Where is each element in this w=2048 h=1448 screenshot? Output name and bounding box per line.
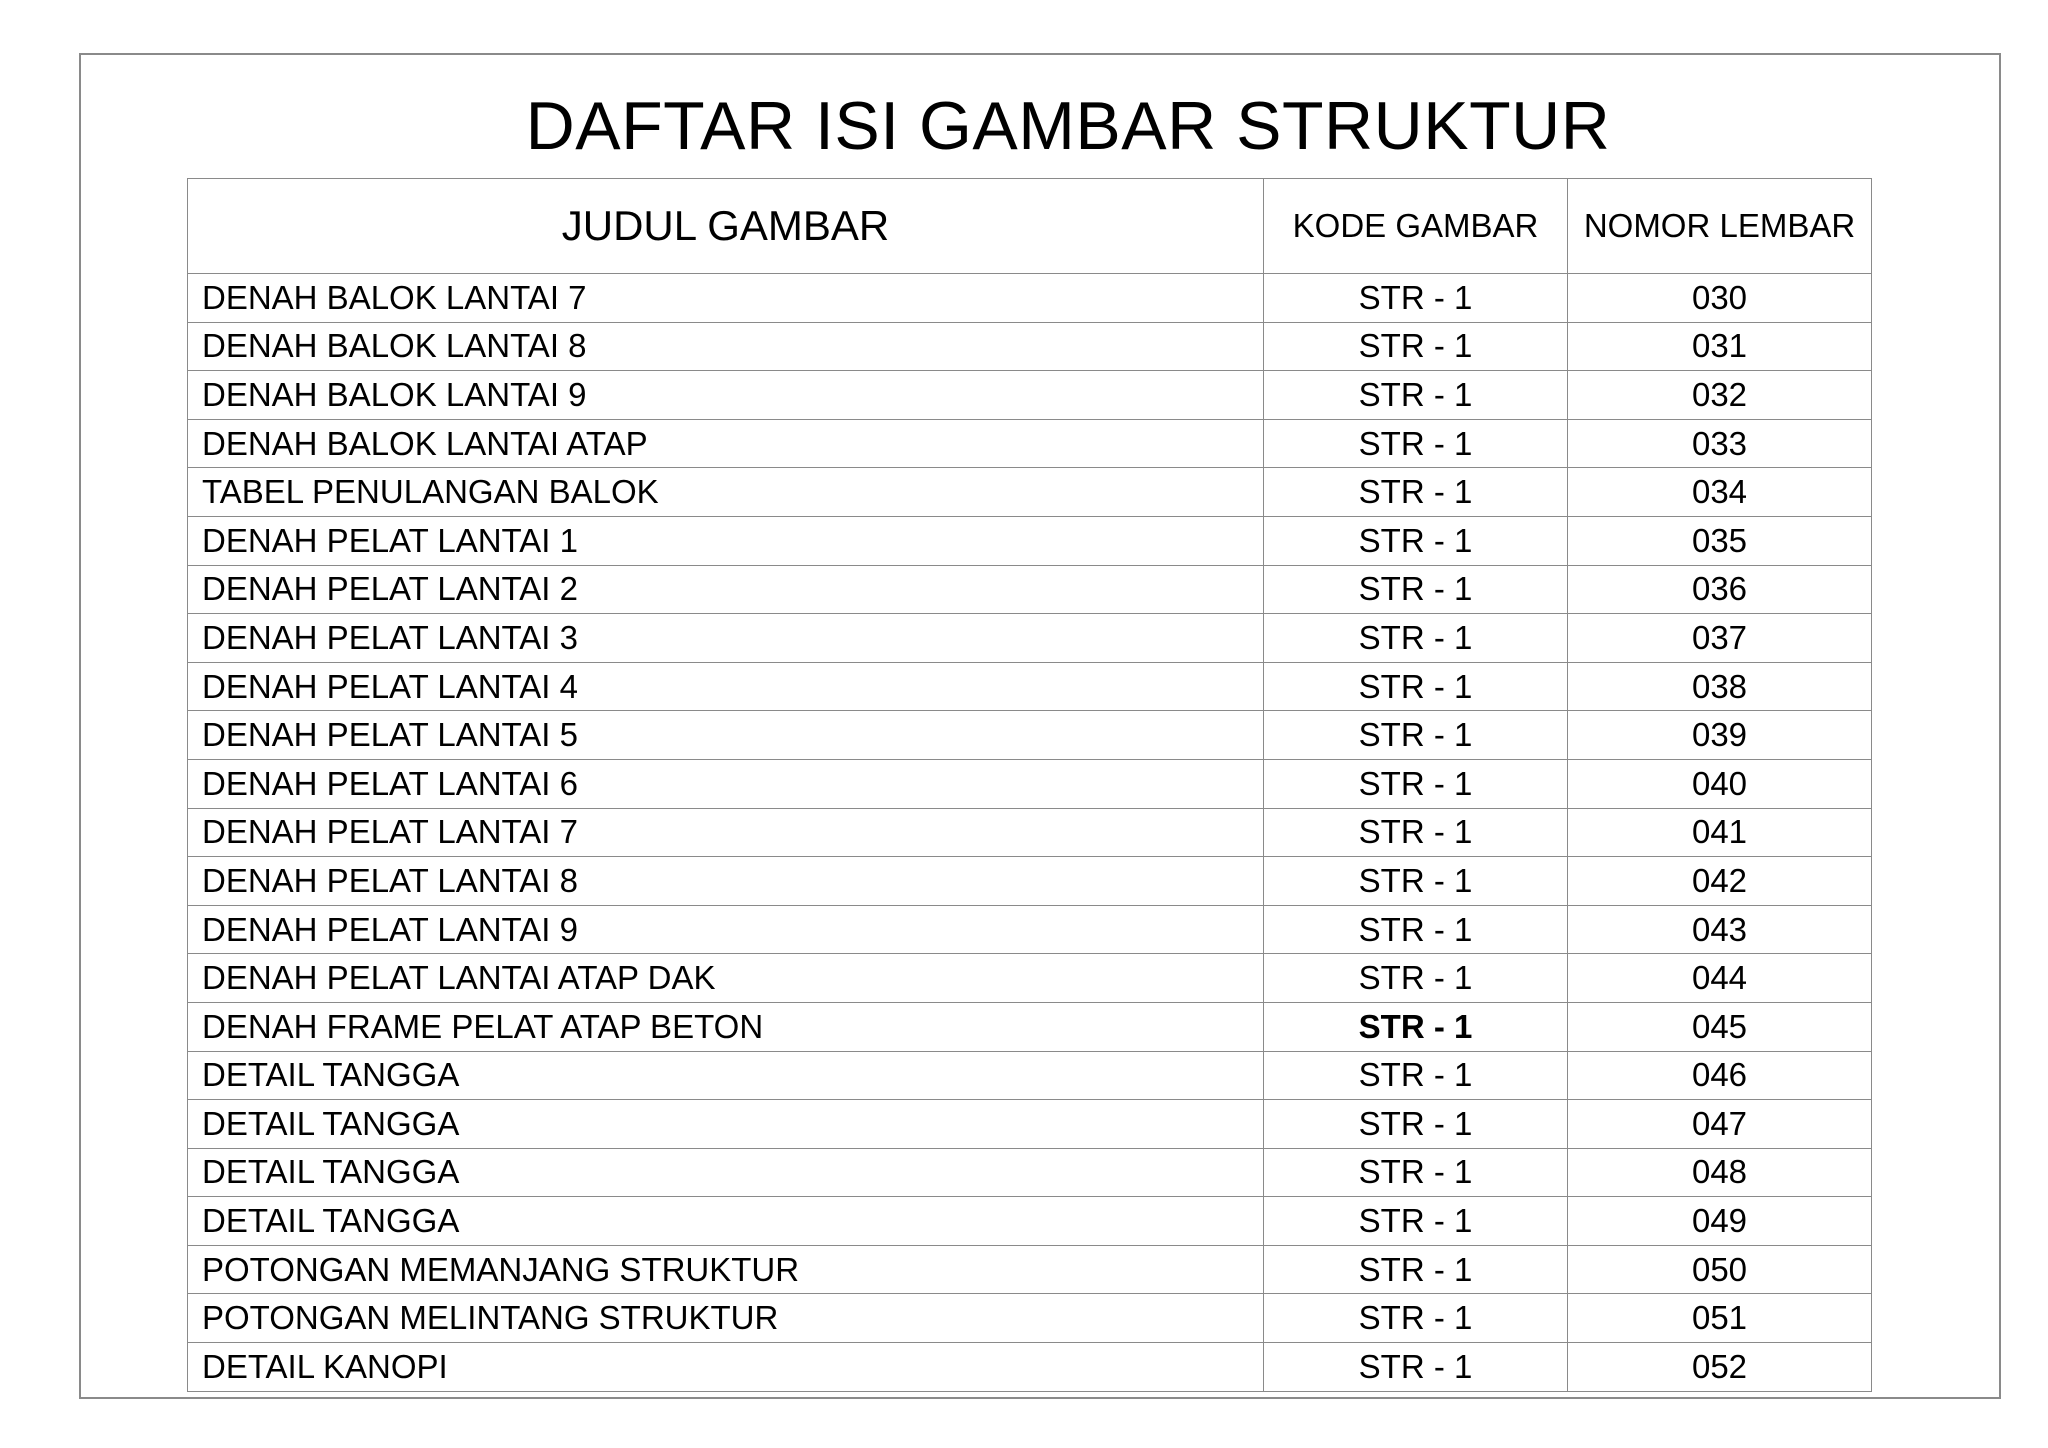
drawing-code-cell: STR - 1 [1264,614,1568,663]
drawing-code-cell: STR - 1 [1264,1343,1568,1392]
drawing-code-cell: STR - 1 [1264,1148,1568,1197]
table-row [188,857,1872,906]
table-header-row [188,179,1872,274]
sheet-number-cell: 043 [1568,905,1872,954]
drawing-code-cell: STR - 1 [1264,565,1568,614]
drawing-title-cell: DENAH PELAT LANTAI 9 [188,905,1264,954]
drawing-code-cell: STR - 1 [1264,662,1568,711]
table-row [188,1343,1872,1392]
drawing-code-cell: STR - 1 [1264,954,1568,1003]
drawing-code-cell: STR - 1 [1264,371,1568,420]
sheet-number-cell: 050 [1568,1245,1872,1294]
drawing-title-cell: DETAIL KANOPI [188,1343,1264,1392]
sheet-number-cell: 040 [1568,759,1872,808]
sheet-number-cell: 049 [1568,1197,1872,1246]
sheet-number-cell: 033 [1568,419,1872,468]
sheet-number-cell: 046 [1568,1051,1872,1100]
table-row [188,1294,1872,1343]
drawing-title-cell: DENAH FRAME PELAT ATAP BETON [188,1002,1264,1051]
drawing-title-cell: DENAH PELAT LANTAI 4 [188,662,1264,711]
drawing-title-cell: DETAIL TANGGA [188,1051,1264,1100]
drawing-code-cell: STR - 1 [1264,1002,1568,1051]
drawing-title-cell: DENAH PELAT LANTAI 8 [188,857,1264,906]
drawing-title-cell: DENAH BALOK LANTAI 8 [188,322,1264,371]
drawing-title-cell: DENAH PELAT LANTAI 1 [188,516,1264,565]
header-drawing-code: KODE GAMBAR [1264,179,1568,274]
sheet-number-cell: 051 [1568,1294,1872,1343]
sheet-number-cell: 037 [1568,614,1872,663]
table-row [188,1197,1872,1246]
table-row [188,905,1872,954]
table-row [188,954,1872,1003]
drawing-code-cell: STR - 1 [1264,322,1568,371]
table-row [188,468,1872,517]
table-row [188,419,1872,468]
drawing-code-cell: STR - 1 [1264,468,1568,517]
table-row [188,371,1872,420]
drawing-code-cell: STR - 1 [1264,759,1568,808]
table-row [188,516,1872,565]
table-row [188,1148,1872,1197]
table-row [188,711,1872,760]
drawing-title-cell: DENAH PELAT LANTAI 2 [188,565,1264,614]
drawing-title-cell: DETAIL TANGGA [188,1197,1264,1246]
drawing-title-cell: DENAH PELAT LANTAI 7 [188,808,1264,857]
sheet-number-cell: 052 [1568,1343,1872,1392]
sheet-number-cell: 042 [1568,857,1872,906]
drawing-title-cell: DENAH PELAT LANTAI 3 [188,614,1264,663]
drawing-title-cell: DENAH BALOK LANTAI 7 [188,274,1264,323]
drawing-code-cell: STR - 1 [1264,905,1568,954]
drawing-code-cell: STR - 1 [1264,808,1568,857]
drawing-code-cell: STR - 1 [1264,1197,1568,1246]
drawing-title-cell: DENAH PELAT LANTAI ATAP DAK [188,954,1264,1003]
drawing-code-cell: STR - 1 [1264,274,1568,323]
drawing-code-cell: STR - 1 [1264,1294,1568,1343]
drawing-title-cell: DENAH PELAT LANTAI 6 [188,759,1264,808]
table-row [188,274,1872,323]
header-drawing-title: JUDUL GAMBAR [188,179,1264,274]
sheet-number-cell: 031 [1568,322,1872,371]
drawing-title-cell: DETAIL TANGGA [188,1148,1264,1197]
table-row [188,1245,1872,1294]
sheet-number-cell: 048 [1568,1148,1872,1197]
table-row [188,1051,1872,1100]
drawing-title-cell: DENAH PELAT LANTAI 5 [188,711,1264,760]
drawing-code-cell: STR - 1 [1264,711,1568,760]
table-row [188,1002,1872,1051]
sheet-number-cell: 032 [1568,371,1872,420]
drawing-code-cell: STR - 1 [1264,857,1568,906]
sheet-number-cell: 035 [1568,516,1872,565]
drawing-code-cell: STR - 1 [1264,516,1568,565]
drawing-title-cell: TABEL PENULANGAN BALOK [188,468,1264,517]
drawing-title-cell: DETAIL TANGGA [188,1100,1264,1149]
sheet-number-cell: 039 [1568,711,1872,760]
sheet-number-cell: 041 [1568,808,1872,857]
table-body [188,274,1872,1392]
table-row [188,1100,1872,1149]
drawing-title-cell: POTONGAN MEMANJANG STRUKTUR [188,1245,1264,1294]
sheet-number-cell: 044 [1568,954,1872,1003]
table-row [188,662,1872,711]
table-row [188,614,1872,663]
drawing-code-cell: STR - 1 [1264,419,1568,468]
drawing-title-cell: DENAH BALOK LANTAI ATAP [188,419,1264,468]
drawing-code-cell: STR - 1 [1264,1100,1568,1149]
sheet-number-cell: 034 [1568,468,1872,517]
drawing-code-cell: STR - 1 [1264,1051,1568,1100]
table-row [188,565,1872,614]
sheet-number-cell: 030 [1568,274,1872,323]
drawing-index-table [187,178,1872,1392]
drawing-title-cell: DENAH BALOK LANTAI 9 [188,371,1264,420]
table-row [188,808,1872,857]
sheet-number-cell: 047 [1568,1100,1872,1149]
header-sheet-number: NOMOR LEMBAR [1568,179,1872,274]
sheet-number-cell: 036 [1568,565,1872,614]
table-row [188,759,1872,808]
sheet-number-cell: 045 [1568,1002,1872,1051]
page-title: DAFTAR ISI GAMBAR STRUKTUR [525,88,1611,164]
table-row [188,322,1872,371]
drawing-code-cell: STR - 1 [1264,1245,1568,1294]
sheet-number-cell: 038 [1568,662,1872,711]
drawing-title-cell: POTONGAN MELINTANG STRUKTUR [188,1294,1264,1343]
